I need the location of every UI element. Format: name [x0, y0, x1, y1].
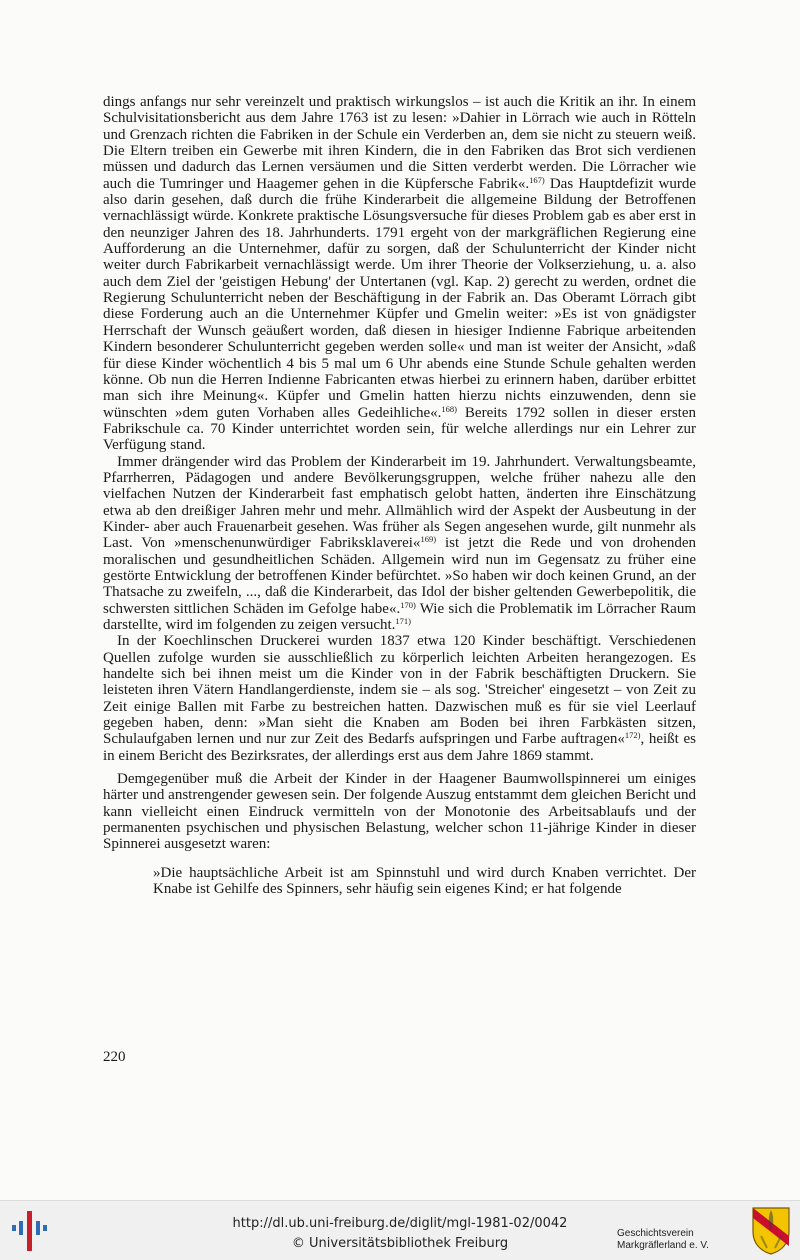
text-segment: In der Koechlinschen Druckerei wurden 1837 etwa 120 Kinder beschäftigt. Verschiedenen Quellen zufolge wurden sie ausschließlich zu körperlich leichten Arbeiten herangezogen. Es handelte sich bei ihnen meist um die Kinder von in der Fabrik beschäftigten Druckern. Sie leisteten ihren Vätern Handlangerdienste, indem sie – als sog. 'Streicher' eingesetzt – von Zeit zu Zeit einige Ballen mit Farbe zu bestreichen hatten. Dazwischen muß es für sie viel Leerlauf gegeben haben, denn: »Man sieht die Knaben am Boden bei ihren Farbkästen sitzen, Schulaufgaben lernen und nur zur Zeit des Bedarfs aufspringen und Farbe auftragen«: [103, 633, 696, 748]
digital-library-logo-icon[interactable]: [10, 1207, 50, 1255]
page-number: 220: [103, 1049, 126, 1065]
footnote-ref-167: 167): [529, 174, 545, 185]
society-line-1: Geschichtsverein: [617, 1228, 694, 1239]
coat-of-arms-icon: [751, 1206, 791, 1256]
paragraph-2: [103, 454, 696, 634]
text-segment: ist jetzt die Rede und von drohenden moralischen und gesundheitlichen Schäden. Allgemein wird nun im Gegensatz zu früher eine gestörte Entwicklung der betroffenen Kinder befürchtet. »So haben wir doch keinen Grund, an der Thatsache zu zweifeln, ..., daß die Kinderarbeit, das Idol der bisher geltenden Gewerbepolitik, die schwersten sittlichen Schäden im Gefolge habe«.: [103, 535, 696, 617]
footnote-ref-169: 169): [420, 534, 437, 545]
paragraph-4: [103, 771, 696, 853]
society-line-2: Markgräflerland e. V.: [617, 1240, 709, 1251]
text-segment: Wie sich die Problematik im Lörracher Raum darstellte, wird im folgenden zu zeigen versucht.: [103, 600, 696, 633]
paragraph-1: [103, 94, 696, 454]
text-segment: Das Hauptdefizit wurde also darin gesehen, daß durch die frühe Kinderarbeit die allgemeine Bildung der Betroffenen vernachlässigt würde. Konkrete praktische Lösungsversuche für dieses Problem gab es aber erst in den neunziger Jahren des 18. Jahrhunderts. 1791 ergeht von der markgräflichen Regierung eine Aufforderung an die Unternehmer, dafür zu sorgen, daß der Schulunterricht der Kinder nicht weiter durch Fabrikarbeit vernachlässigt werde. Um ihrer Theorie der Volkserziehung, u. a. also auch dem Ziel der 'geistigen Hebung' der Untertanen (vgl. Kap. 2) gerecht zu werden, ordnet die Regierung Schulunterricht neben der Beschäftigung in der Fabrik an. Das Oberamt Lörrach gibt diese Forderung auch an die Unternehmer Küpfer und Gmelin weiter: »Es ist von gnädigster Herrschaft der Wunsch geäußert worden, daß diesen in hiesiger Indienne Fabrique arbeitenden Kindern besonderer Schulunterricht gegeben werden solle« und man ist weiter der Ansicht, »daß für diese Kinder wöchentlich 4 bis 5 mal um 6 Uhr abends eine Stunde Schule gehalten werden könne. Ob nun die Herren Indienne Fabricanten etwas hierbei zu erinnern haben, darüber erbittet man sich ihre Meinung«. Küpfer und Gmelin hatten hierzu nichts einzuwenden, denn sie wünschten »dem guten Vorhaben alles Gedeihliche«.: [103, 175, 696, 421]
text-segment: , heißt es in einem Bericht des Bezirksrates, der allerdings erst aus dem Jahre 1869 stammt.: [103, 731, 696, 764]
paragraph-3: [103, 633, 696, 764]
copyright-notice: © Universitätsbibliothek Freiburg: [291, 1236, 509, 1251]
society-name: [617, 1228, 747, 1252]
text-segment: Immer drängender wird das Problem der Kinderarbeit im 19. Jahrhundert. Verwaltungsbeamte, Pfarrherren, Pädagogen und andere Bevölkerungsgruppen, welche früher nahezu alle den vielfachen Nutzen der Kinderarbeit fast emphatisch gelobt hatten, änderten ihre Einschätzung etwa ab den dreißiger Jahren mehr und mehr. Allmählich wird der Aspekt der Ausbeutung in der Kinder- aber auch Frauenarbeit gesehen. Was früher als Segen angesehen wurde, gilt nunmehr als Last. Von »menschenunwürdiger Fabriksklaverei«: [103, 453, 696, 552]
footnote-ref-168: 168): [441, 403, 458, 414]
permalink-url[interactable]: http://dl.ub.uni-freiburg.de/diglit/mgl-1981-02/0042: [232, 1216, 568, 1231]
block-quote: »Die hauptsächliche Arbeit ist am Spinnstuhl und wird durch Knaben verrichtet. Der Knabe ist Gehilfe des Spinners, sehr häufig sein eigenes Kind; er hat folgende: [153, 864, 696, 898]
footnote-ref-170: 170): [400, 599, 416, 610]
text-segment: Demgegenüber muß die Arbeit der Kinder in der Haagener Baumwollspinnerei um einiges härter und anstrengender gewesen sein. Der folgende Auszug entstammt dem gleichen Bericht und kann vielleicht einen Eindruck vermitteln von der Monotonie des Arbeitsablaufs und der permanenten psychischen und physischen Belastung, welcher schon 11-jährige Kinder in dieser Spinnerei ausgesetzt waren:: [103, 771, 696, 853]
text-segment: dings anfangs nur sehr vereinzelt und praktisch wirkungslos – ist auch die Kritik an ihr. In einem Schulvisitationsbericht aus dem Jahre 1763 ist zu lesen: »Dahier in Lörrach wie auch in Rötteln und Grenzach richten die Fabriken in der Schule ein Verderben an, dem sie nicht zu steuern weiß. Die Eltern treiben ein Gewerbe mit ihren Kindern, die in den Fabriken das Brot sich verdienen müssen und dadurch das Lernen versäumen und die Sitten verderbt werden. Die Lörracher wie auch die Tumringer und Haagemer gehen in die Küpfersche Fabrik«.: [103, 94, 696, 192]
viewer-footer: [0, 1200, 800, 1260]
footnote-ref-172: 172): [624, 730, 641, 741]
footnote-ref-171: 171): [395, 616, 411, 626]
body-text: [103, 94, 696, 898]
text-segment: Bereits 1792 sollen in dieser ersten Fabrikschule ca. 70 Kinder unterrichtet worden sein, für welche allerdings nur ein Lehrer zur Verfügung stand.: [103, 404, 696, 454]
